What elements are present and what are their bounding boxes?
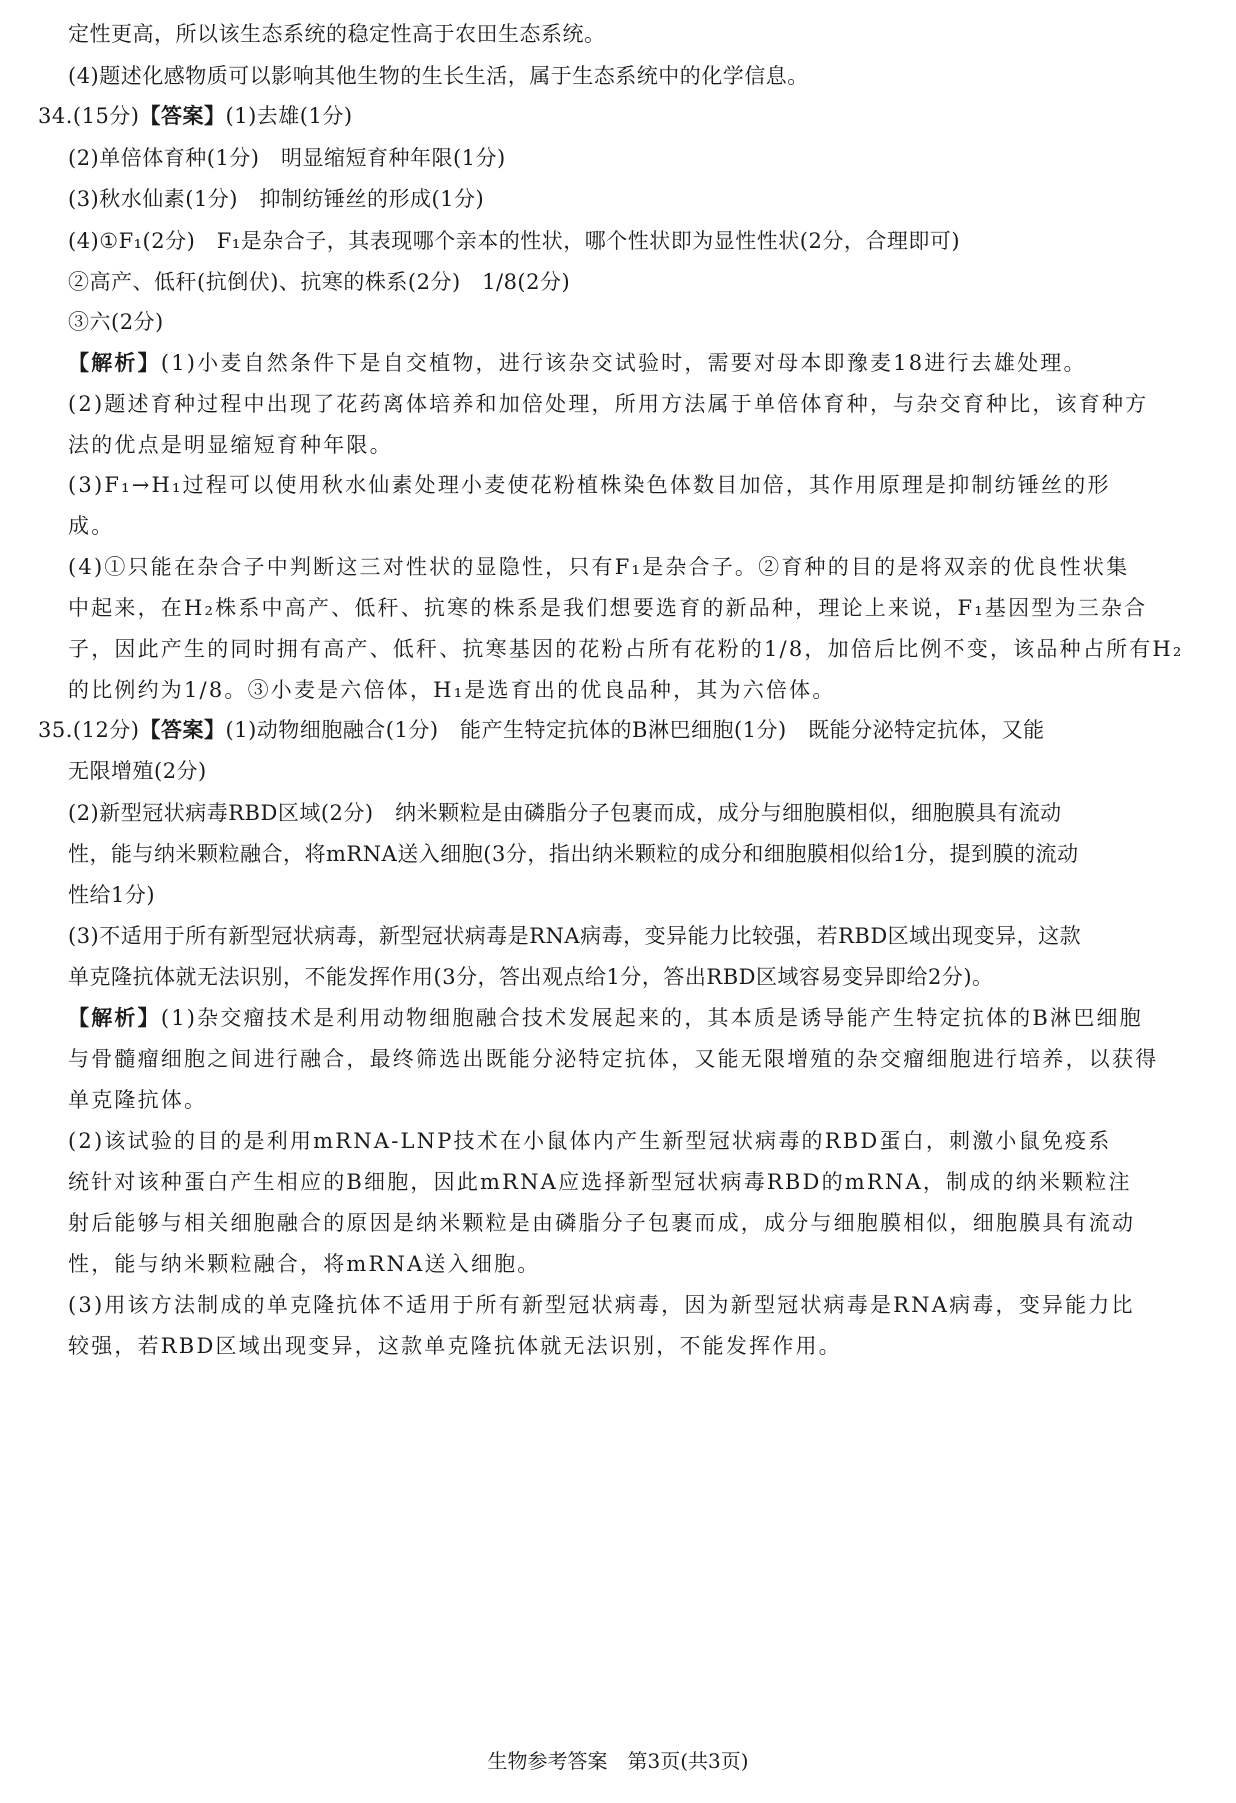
text-line: 中起来，在H₂株系中高产、低秆、抗寒的株系是我们想要选育的新品种，理论上来说，F₁基因型为三杂合 xyxy=(68,596,1148,620)
analysis-text: (1)小麦自然条件下是自交植物，进行该杂交试验时，需要对母本即豫麦18进行去雄处理。 xyxy=(160,351,1087,375)
text-line: (3)F₁→H₁过程可以使用秋水仙素处理小麦使花粉植株染色体数目加倍，其作用原理是抑制纺锤丝的形 xyxy=(68,473,1111,497)
text-line: 法的优点是明显缩短育种年限。 xyxy=(68,433,393,457)
text-line: (2)题述育种过程中出现了花药离体培养和加倍处理，所用方法属于单倍体育种，与杂交育种比，该育种方 xyxy=(68,392,1149,416)
analysis-text: (1)杂交瘤技术是利用动物细胞融合技术发展起来的，其本质是诱导能产生特定抗体的B淋巴细胞 xyxy=(160,1006,1143,1030)
text-line: (3)用该方法制成的单克隆抗体不适用于所有新型冠状病毒，因为新型冠状病毒是RNA病毒，变异能力比 xyxy=(68,1293,1135,1317)
text-line: 的比例约为1/8。③小麦是六倍体，H₁是选育出的优良品种，其为六倍体。 xyxy=(68,678,836,702)
answer-tag: 【答案】 xyxy=(139,717,226,742)
text-line: (4)①F₁(2分) F₁是杂合子，其表现哪个亲本的性状，哪个性状即为显性性状(2分，合理即可) xyxy=(68,229,961,253)
question-34-analysis-header xyxy=(68,347,1198,379)
answer-text: (1)动物细胞融合(1分) 能产生特定抗体的B淋巴细胞(1分) 既能分泌特定抗体，又能 xyxy=(225,718,1045,742)
text-line: 射后能够与相关细胞融合的原因是纳米颗粒是由磷脂分子包裹而成，成分与细胞膜相似，细胞膜具有流动 xyxy=(68,1211,1136,1235)
question-35-answer-header xyxy=(38,714,1198,746)
text-line: (4)①只能在杂合子中判断这三对性状的显隐性，只有F₁是杂合子。②育种的目的是将双亲的优良性状集 xyxy=(68,555,1130,579)
text-line: (4)题述化感物质可以影响其他生物的生长生活，属于生态系统中的化学信息。 xyxy=(68,64,809,88)
text-line: 子，因此产生的同时拥有高产、低秆、抗寒基因的花粉占所有花粉的1/8，加倍后比例不变，该品种占所有H₂ xyxy=(68,637,1184,661)
text-line: ③六(2分) xyxy=(68,310,164,334)
text-line: 统针对该种蛋白产生相应的B细胞，因此mRNA应选择新型冠状病毒RBD的mRNA，制成的纳米颗粒注 xyxy=(68,1170,1132,1194)
text-line: 无限增殖(2分) xyxy=(68,759,207,783)
text-line: 单克隆抗体。 xyxy=(68,1088,208,1112)
analysis-tag: 【解析】 xyxy=(68,350,161,375)
text-line: 性，能与纳米颗粒融合，将mRNA送入细胞。 xyxy=(68,1252,541,1276)
answer-text: (1)去雄(1分) xyxy=(225,104,353,128)
question-number: 34.(15分) xyxy=(38,104,140,128)
text-line: 单克隆抗体就无法识别，不能发挥作用(3分，答出观点给1分，答出RBD区域容易变异即给2分)。 xyxy=(68,965,994,989)
question-number: 35.(12分) xyxy=(38,718,140,742)
text-line: 较强，若RBD区域出现变异，这款单克隆抗体就无法识别，不能发挥作用。 xyxy=(68,1334,842,1358)
question-35-analysis-header xyxy=(68,1002,1198,1034)
text-line: 性给1分) xyxy=(68,883,156,907)
text-line: 定性更高，所以该生态系统的稳定性高于农田生态系统。 xyxy=(68,22,606,46)
page-footer: 生物参考答案 第3页(共3页) xyxy=(487,1749,749,1773)
question-34-answer-header xyxy=(38,100,1198,132)
text-line: 与骨髓瘤细胞之间进行融合，最终筛选出既能分泌特定抗体，又能无限增殖的杂交瘤细胞进行培养，以获得 xyxy=(68,1047,1159,1071)
text-line: ②高产、低秆(抗倒伏)、抗寒的株系(2分) 1/8(2分) xyxy=(68,270,571,294)
text-line: (2)该试验的目的是利用mRNA-LNP技术在小鼠体内产生新型冠状病毒的RBD蛋白，刺激小鼠免疫系 xyxy=(68,1129,1112,1153)
answer-tag: 【答案】 xyxy=(139,103,226,128)
analysis-tag: 【解析】 xyxy=(68,1005,161,1030)
text-line: 成。 xyxy=(68,514,115,538)
text-line: (3)不适用于所有新型冠状病毒，新型冠状病毒是RNA病毒，变异能力比较强，若RBD区域出现变异，这款 xyxy=(68,924,1082,948)
text-line: (2)新型冠状病毒RBD区域(2分) 纳米颗粒是由磷脂分子包裹而成，成分与细胞膜相似，细胞膜具有流动 xyxy=(68,801,1062,825)
text-line: (2)单倍体育种(1分) 明显缩短育种年限(1分) xyxy=(68,146,506,170)
text-line: (3)秋水仙素(1分) 抑制纺锤丝的形成(1分) xyxy=(68,187,485,211)
text-line: 性，能与纳米颗粒融合，将mRNA送入细胞(3分，指出纳米颗粒的成分和细胞膜相似给1分，提到膜的流动 xyxy=(68,842,1079,866)
